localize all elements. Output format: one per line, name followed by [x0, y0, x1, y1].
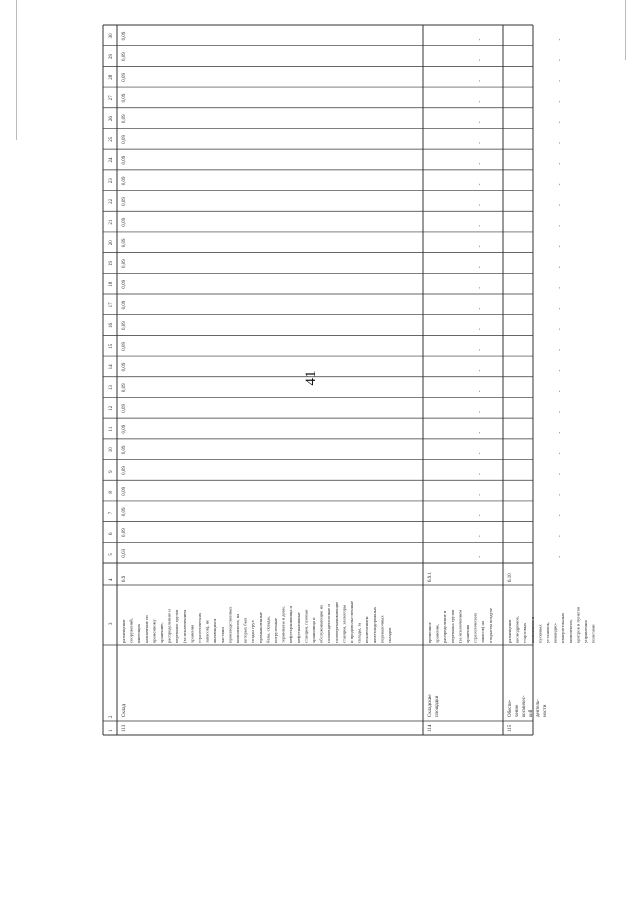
header-label: 19	[109, 260, 114, 266]
row-value: 0,09	[122, 321, 127, 331]
row-value: 0,09	[122, 176, 127, 186]
row-value: -	[478, 245, 483, 248]
row-purpose: складов	[387, 627, 392, 643]
row-value: -	[558, 514, 563, 517]
row-purpose: производственных	[227, 606, 233, 643]
row-value: -	[558, 452, 563, 455]
header-label: 24	[109, 157, 114, 163]
row-purpose: терминалы и доки,	[280, 606, 286, 643]
row-value: -	[558, 204, 563, 206]
row-value: 0,09	[122, 341, 127, 351]
row-value: -	[478, 452, 483, 455]
row-value: -	[558, 142, 563, 144]
row-name: чение	[515, 704, 520, 717]
row-purpose: комплексов, на	[235, 613, 240, 643]
page-number: 41	[303, 370, 319, 386]
row-purpose: газоконденсатные и	[326, 604, 332, 643]
header-label: 29	[109, 54, 114, 60]
row-value: -	[478, 266, 483, 268]
header-label: 7	[109, 511, 114, 515]
row-value: -	[558, 121, 563, 124]
row-value: 0,09	[122, 362, 127, 372]
row-value: -	[558, 431, 563, 434]
row-value: -	[478, 369, 483, 372]
row-value: 0,09	[122, 279, 127, 289]
row-value: 0,09	[122, 466, 127, 475]
row-value: -	[478, 431, 483, 434]
row-value: 0,03	[122, 548, 127, 558]
header-label: 22	[109, 198, 114, 204]
header-label: 30	[109, 33, 114, 39]
row-purpose: комплексов,	[567, 619, 573, 643]
header-label: 8	[109, 491, 114, 494]
row-name: космичес-	[522, 695, 527, 717]
row-purpose: промышленные	[257, 612, 263, 643]
row-value: -	[558, 38, 563, 41]
header-label: 16	[109, 323, 114, 329]
row-value: -	[558, 162, 563, 165]
header-label: 1	[109, 729, 114, 732]
row-value: 0,09	[122, 507, 127, 517]
row-purpose: размещение	[121, 619, 126, 643]
row-value: -	[558, 369, 563, 372]
row-purpose: измерительных	[560, 612, 566, 643]
scan-edge-mark	[16, 0, 17, 140]
row-value: 0,09	[122, 197, 127, 206]
row-purpose: размещение	[507, 619, 512, 643]
header-label: 27	[109, 95, 114, 101]
row-purpose: исключением	[364, 616, 370, 643]
row-purpose: распределению и	[166, 609, 172, 643]
row-purpose: станции, газовые	[303, 609, 309, 643]
row-purpose: перевалка грузов	[449, 609, 455, 643]
row-number: 113	[122, 724, 127, 732]
row-purpose: обслуживающие их	[318, 604, 324, 643]
row-purpose: хранению,	[159, 622, 164, 643]
row-value: -	[478, 307, 483, 310]
row-name: Складские	[428, 694, 433, 717]
header-label: 9	[109, 470, 114, 473]
row-purpose: запасов) на	[480, 621, 486, 643]
header-label: 3	[109, 622, 114, 625]
row-value: -	[478, 555, 483, 558]
row-value: 0,09	[122, 72, 127, 82]
land-use-table	[103, 25, 596, 735]
row-value: 0,09	[122, 217, 127, 227]
row-value: -	[558, 390, 563, 393]
row-value: -	[478, 204, 483, 206]
row-value: -	[478, 493, 483, 496]
header-label: 4	[109, 578, 114, 581]
row-value: -	[558, 266, 563, 268]
header-label: 14	[109, 364, 114, 370]
row-purpose: стратегических	[472, 612, 478, 643]
row-value: 0,09	[122, 404, 127, 413]
row-purpose: частями	[219, 627, 225, 643]
row-value: 0,09	[122, 424, 127, 434]
row-purpose: являющихся	[212, 618, 218, 643]
row-purpose: хранение,	[434, 623, 440, 643]
row-value: -	[478, 514, 483, 517]
row-purpose: сооружений,	[128, 618, 134, 643]
row-purpose: (за исключением	[181, 609, 187, 643]
row-purpose: управления	[583, 620, 588, 643]
row-value: 0,09	[122, 238, 127, 248]
header-label: 20	[109, 240, 114, 246]
header-label: 6	[109, 532, 114, 535]
row-value: -	[478, 224, 483, 227]
header-label: 28	[109, 74, 114, 80]
row-purpose: космодромов,	[514, 616, 520, 643]
header-label: 18	[109, 281, 114, 287]
row-value: -	[558, 555, 563, 558]
row-purpose: назначение по	[143, 615, 149, 643]
row-purpose: командно-	[552, 622, 558, 643]
row-purpose: пусковых	[537, 624, 543, 643]
row-purpose: склады, за	[356, 622, 362, 643]
row-name: деятель-	[536, 699, 541, 717]
row-number: 115	[508, 724, 513, 732]
row-value: 0,09	[122, 259, 127, 268]
row-purpose: хранения	[465, 624, 470, 643]
header-label: 2	[109, 715, 114, 718]
row-purpose: хранения	[189, 624, 195, 643]
row-value: -	[558, 100, 563, 103]
row-value: -	[478, 162, 483, 165]
row-value: -	[478, 535, 483, 537]
row-purpose: и продовольственные	[349, 600, 354, 643]
row-value: 0,09	[122, 445, 127, 455]
row-purpose: запасов), не	[204, 619, 210, 643]
row-value: -	[558, 493, 563, 496]
row-value: 0,09	[122, 155, 127, 165]
row-value: -	[558, 80, 563, 82]
row-value: -	[478, 328, 483, 331]
row-value: 0,09	[122, 486, 127, 496]
row-purpose: нефтехранилища и	[288, 606, 294, 643]
row-value: -	[478, 183, 483, 186]
row-value: -	[558, 224, 563, 227]
header-label: 5	[109, 553, 114, 556]
header-label: 12	[109, 405, 114, 411]
row-purpose: перевалке грузов	[174, 609, 180, 643]
row-code: 6.10	[508, 573, 513, 582]
row-value: -	[558, 349, 563, 351]
row-value: 0,09	[122, 135, 127, 144]
row-number: 114	[428, 724, 433, 732]
row-name: Склад	[122, 703, 127, 717]
row-purpose: которых был	[242, 617, 248, 643]
row-code: 6.9	[122, 575, 127, 582]
row-purpose: стартовых	[522, 622, 528, 643]
table-grid	[103, 25, 596, 735]
row-purpose: станции, элеваторы	[341, 604, 347, 643]
row-name: ности	[543, 704, 548, 717]
row-value: -	[558, 473, 563, 475]
row-purpose: комплексов и	[529, 616, 535, 643]
row-value: -	[478, 142, 483, 144]
row-name: площадки	[435, 695, 440, 717]
header-label: 21	[109, 219, 114, 225]
row-purpose: центров и пунктов	[575, 606, 581, 643]
row-value: -	[478, 59, 483, 62]
row-purpose: стратегических	[197, 612, 202, 643]
row-purpose: нефтеналивные	[295, 612, 301, 643]
row-purpose: установок,	[545, 621, 550, 643]
row-value: -	[558, 535, 563, 537]
row-value: -	[478, 121, 483, 124]
scan-edge-mark	[625, 0, 626, 60]
row-purpose: (за исключением	[457, 609, 463, 643]
row-value: -	[558, 307, 563, 310]
row-purpose: распределение и	[442, 610, 448, 643]
row-purpose: временное	[427, 622, 432, 643]
row-value: -	[558, 59, 563, 62]
header-label: 26	[109, 116, 114, 122]
row-value: 0,09	[122, 52, 127, 62]
row-purpose: временному	[151, 619, 157, 643]
row-code: 6.9.1	[428, 572, 433, 582]
row-purpose: открытом воздухе	[487, 607, 493, 643]
row-value: -	[478, 80, 483, 82]
row-purpose: хранилища и	[311, 617, 316, 643]
row-value: -	[558, 286, 563, 289]
header-label: 15	[109, 343, 114, 349]
row-value: -	[478, 38, 483, 41]
row-value: -	[478, 473, 483, 475]
row-purpose: железнодорожных	[371, 606, 377, 643]
row-value: -	[478, 390, 483, 393]
row-value: -	[558, 245, 563, 248]
row-value: -	[558, 183, 563, 186]
row-purpose: полетами	[590, 624, 596, 643]
row-name: Обеспе-	[508, 699, 513, 717]
row-value: -	[478, 349, 483, 351]
row-value: -	[478, 411, 483, 413]
header-label: 13	[109, 385, 114, 391]
row-purpose: базы, склады,	[265, 616, 271, 643]
row-value: 0,09	[122, 114, 127, 124]
row-value: 0,09	[122, 383, 127, 393]
row-value: -	[478, 286, 483, 289]
header-label: 11	[109, 426, 114, 432]
row-purpose: имеющих	[136, 623, 142, 643]
row-value: 0,09	[122, 93, 127, 103]
row-value: 0,09	[122, 528, 127, 537]
header-label: 10	[109, 447, 114, 453]
row-purpose: перевалочных	[379, 615, 385, 643]
row-purpose: газоперекачивающие	[333, 601, 339, 643]
row-value: -	[478, 100, 483, 103]
row-purpose: создан груз:	[250, 619, 256, 643]
row-value: 0,09	[122, 31, 127, 41]
row-name: кой	[529, 709, 534, 717]
row-value: 0,09	[122, 300, 127, 310]
header-label: 17	[109, 302, 114, 308]
header-label: 25	[109, 136, 114, 142]
header-label: 23	[109, 178, 114, 184]
row-purpose: погрузочные	[273, 617, 278, 643]
row-value: -	[558, 328, 563, 331]
row-value: -	[558, 411, 563, 413]
